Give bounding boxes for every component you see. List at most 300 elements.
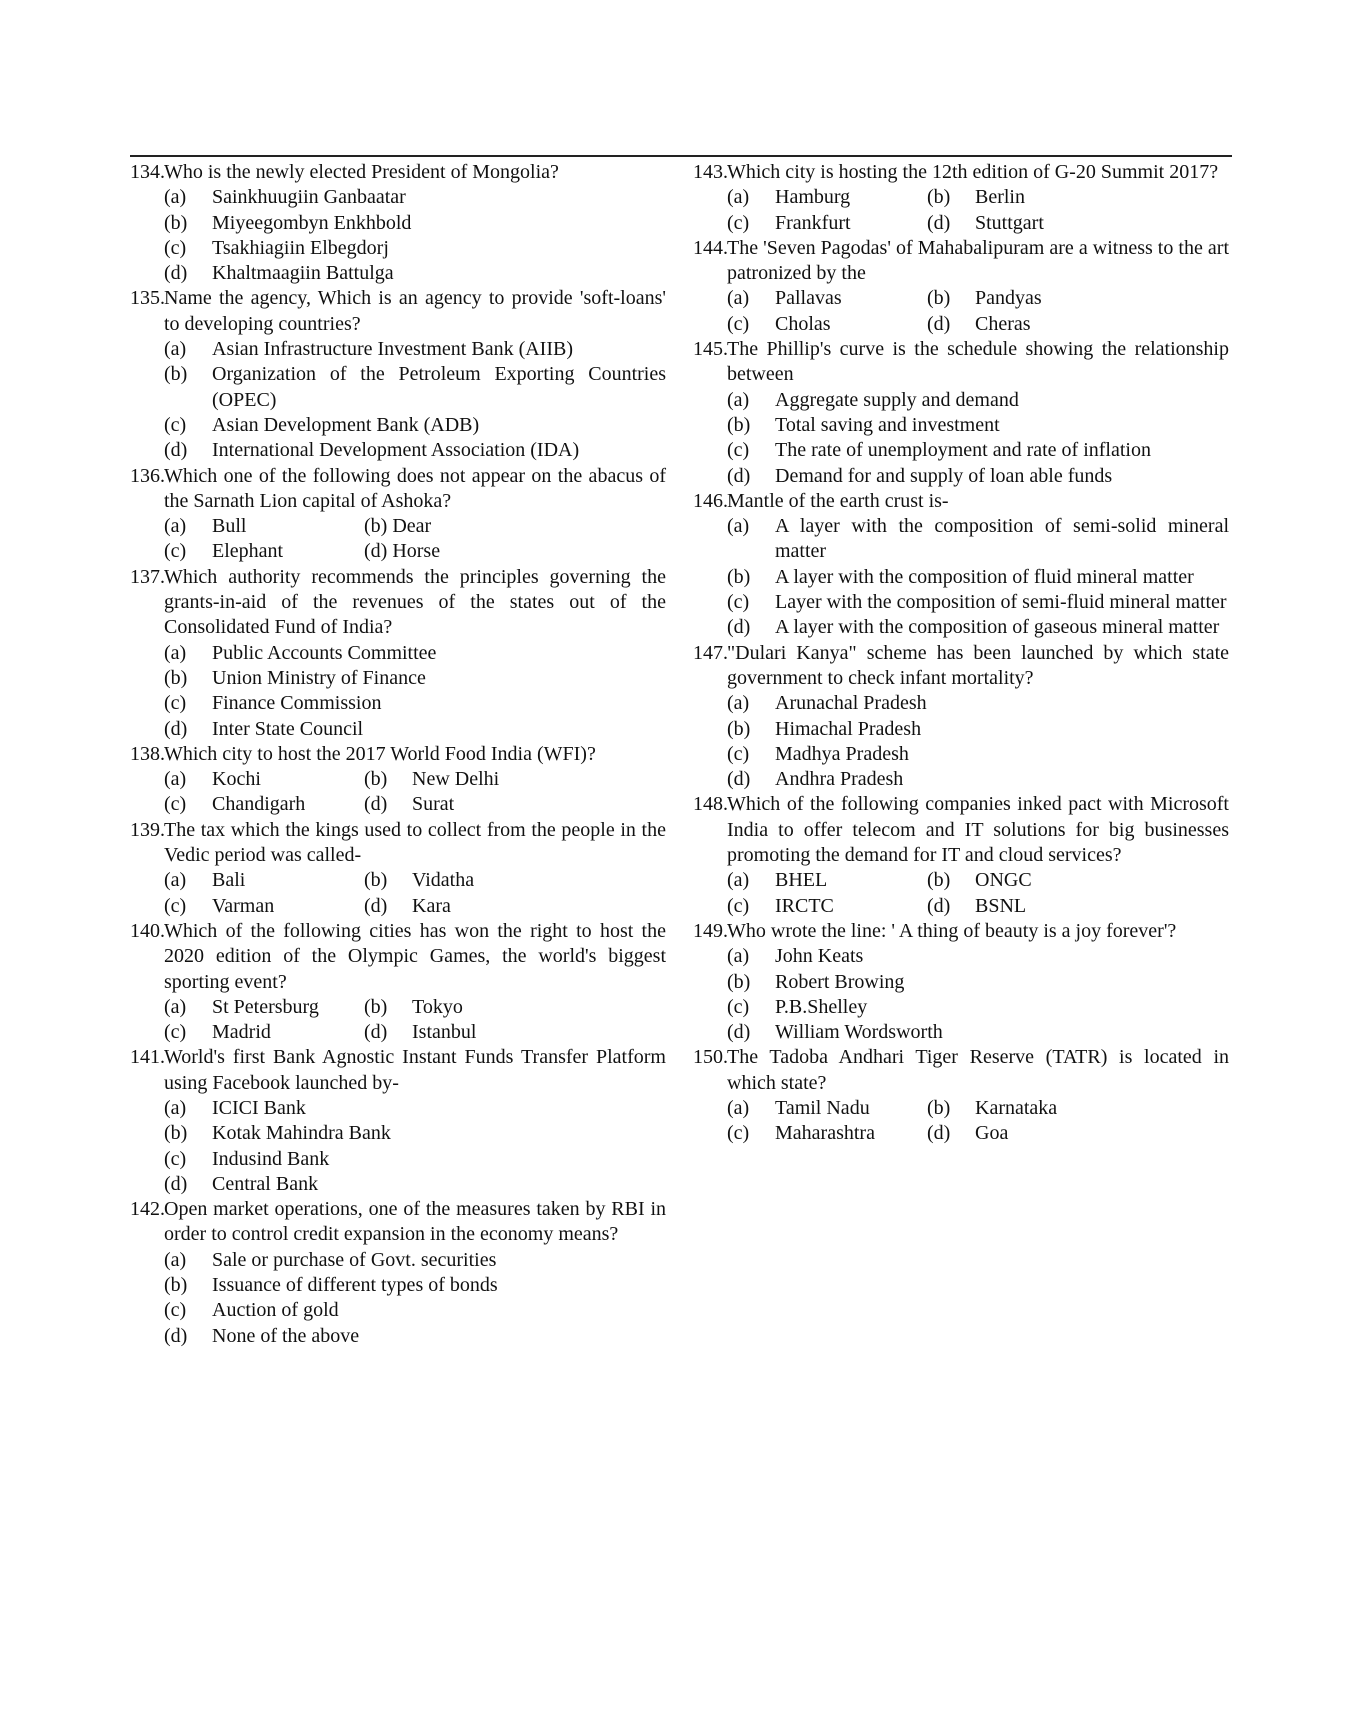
option-label: (c) bbox=[164, 692, 187, 715]
option-label: (d) bbox=[364, 894, 388, 917]
option-text: John Keats bbox=[775, 945, 864, 968]
option-row bbox=[130, 1147, 666, 1172]
option bbox=[164, 1172, 666, 1197]
option-text: Layer with the composition of semi-fluid mineral matter bbox=[775, 591, 1227, 614]
option bbox=[727, 590, 1229, 615]
question-text: Open market operations, one of the measures taken by RBI in order to control credit expansion in the economy means? bbox=[164, 1198, 666, 1246]
option-row bbox=[130, 792, 666, 817]
question-number: 139. bbox=[130, 818, 165, 841]
option-text: Pandyas bbox=[975, 287, 1042, 310]
option-text: Total saving and investment bbox=[775, 413, 1000, 436]
option bbox=[164, 1020, 364, 1045]
question-149 bbox=[693, 919, 1229, 1045]
question-text: Mantle of the earth crust is- bbox=[727, 489, 949, 512]
option-text: Pallavas bbox=[775, 287, 842, 310]
question-text: Which of the following companies inked pact with Microsoft India to offer telecom and IT solutions for big businesses promoting the demand for IT and cloud services? bbox=[727, 793, 1229, 867]
question-142 bbox=[130, 1197, 666, 1349]
options-list bbox=[130, 767, 666, 818]
option bbox=[927, 1096, 1187, 1121]
option bbox=[164, 1298, 666, 1323]
option-row bbox=[693, 590, 1229, 615]
option-text: (b) Dear bbox=[364, 515, 432, 538]
option-text: The rate of unemployment and rate of inflation bbox=[775, 439, 1151, 462]
option-text: New Delhi bbox=[412, 768, 500, 791]
option-text: A layer with the composition of semi-solid mineral matter bbox=[775, 515, 1229, 563]
option bbox=[927, 312, 1187, 337]
option bbox=[727, 995, 1229, 1020]
question-text: Which of the following cities has won the right to host the 2020 edition of the Olympic Games, the world's biggest sporting event? bbox=[164, 919, 666, 993]
option-text: Aggregate supply and demand bbox=[775, 388, 1019, 411]
option-row bbox=[693, 514, 1229, 565]
question-row bbox=[693, 1045, 1229, 1096]
option-label: (d) bbox=[727, 464, 751, 487]
question-number: 147. bbox=[693, 641, 728, 664]
option bbox=[164, 413, 666, 438]
option-text: BSNL bbox=[975, 894, 1027, 917]
question-row bbox=[693, 160, 1229, 185]
question-number: 137. bbox=[130, 565, 165, 588]
option bbox=[927, 868, 1187, 893]
option-label: (d) bbox=[927, 211, 951, 234]
option bbox=[164, 185, 666, 210]
option-label: (d) bbox=[727, 616, 751, 639]
option-row bbox=[130, 337, 666, 362]
question-134 bbox=[130, 160, 666, 286]
question-row bbox=[693, 337, 1229, 388]
option bbox=[364, 514, 624, 539]
option-text: Khaltmaagiin Battulga bbox=[212, 262, 394, 285]
question-text: Which city is hosting the 12th edition of G-20 Summit 2017? bbox=[727, 161, 1219, 183]
option bbox=[164, 1096, 666, 1121]
option bbox=[164, 236, 666, 261]
option-label: (b) bbox=[164, 1274, 188, 1297]
option bbox=[927, 211, 1187, 236]
option-text: Stuttgart bbox=[975, 211, 1044, 234]
option-label: (c) bbox=[164, 1299, 187, 1322]
option-label: (d) bbox=[164, 1324, 188, 1347]
question-text: Which city to host the 2017 World Food India (WFI)? bbox=[164, 742, 596, 765]
question-number: 144. bbox=[693, 236, 728, 259]
option-text: Arunachal Pradesh bbox=[775, 692, 927, 715]
question-row bbox=[693, 919, 1229, 944]
option-text: Indusind Bank bbox=[212, 1147, 330, 1170]
question-number: 135. bbox=[130, 287, 165, 310]
option-text: Varman bbox=[212, 894, 275, 917]
option bbox=[727, 211, 927, 236]
option bbox=[727, 742, 1229, 767]
question-row bbox=[693, 489, 1229, 514]
option bbox=[164, 539, 364, 564]
option bbox=[927, 894, 1187, 919]
question-text: The Tadoba Andhari Tiger Reserve (TATR) is located in which state? bbox=[727, 1046, 1229, 1094]
question-row bbox=[130, 565, 666, 641]
question-number: 145. bbox=[693, 338, 728, 361]
question-row bbox=[130, 1045, 666, 1096]
option-label: (b) bbox=[727, 970, 751, 993]
option bbox=[164, 211, 666, 236]
option-label: (b) bbox=[927, 869, 951, 892]
option-row bbox=[693, 717, 1229, 742]
option-text: Chandigarh bbox=[212, 793, 306, 816]
option-row bbox=[130, 236, 666, 261]
option bbox=[164, 362, 666, 413]
option-label: (a) bbox=[727, 287, 750, 310]
question-text: The 'Seven Pagodas' of Mahabalipuram are a witness to the art patronized by the bbox=[727, 236, 1229, 285]
option bbox=[164, 1121, 666, 1146]
option-label: (d) bbox=[164, 1172, 188, 1195]
option-text: Sainkhuugiin Ganbaatar bbox=[212, 186, 406, 209]
option-row bbox=[130, 1324, 666, 1349]
option-label: (c) bbox=[727, 211, 750, 234]
option bbox=[164, 1147, 666, 1172]
option bbox=[727, 615, 1229, 640]
question-141 bbox=[130, 1045, 666, 1197]
option-text: None of the above bbox=[212, 1324, 360, 1347]
option-row bbox=[130, 539, 666, 564]
option bbox=[164, 868, 364, 893]
option-text: A layer with the composition of fluid mineral matter bbox=[775, 565, 1194, 588]
option-text: Madhya Pradesh bbox=[775, 742, 909, 765]
option-label: (b) bbox=[727, 413, 751, 436]
option bbox=[164, 1248, 666, 1273]
option-row bbox=[130, 1298, 666, 1323]
option-label: (b) bbox=[927, 287, 951, 310]
left-column bbox=[130, 160, 666, 1349]
option-label: (d) bbox=[927, 312, 951, 335]
options-list bbox=[693, 185, 1229, 236]
option-label: (c) bbox=[727, 742, 750, 765]
question-139 bbox=[130, 818, 666, 919]
option-text: Hamburg bbox=[775, 186, 851, 209]
option bbox=[164, 995, 364, 1020]
question-138 bbox=[130, 742, 666, 818]
option bbox=[727, 1020, 1229, 1045]
option-label: (c) bbox=[727, 439, 750, 462]
question-146 bbox=[693, 489, 1229, 641]
option bbox=[164, 717, 666, 742]
option-text: Tokyo bbox=[412, 995, 463, 1018]
question-number: 150. bbox=[693, 1046, 728, 1069]
option bbox=[164, 767, 364, 792]
option bbox=[164, 261, 666, 286]
option bbox=[164, 514, 364, 539]
option-label: (d) bbox=[364, 793, 388, 816]
option-text: International Development Association (IDA) bbox=[212, 439, 580, 462]
option bbox=[164, 792, 364, 817]
option-text: Public Accounts Committee bbox=[212, 641, 437, 664]
question-text: World's first Bank Agnostic Instant Funds Transfer Platform using Facebook launched by- bbox=[164, 1046, 666, 1094]
question-135 bbox=[130, 286, 666, 463]
question-row bbox=[693, 236, 1229, 287]
option bbox=[164, 691, 666, 716]
option-text: Auction of gold bbox=[212, 1299, 339, 1322]
option bbox=[164, 1273, 666, 1298]
option-text: Tsakhiagiin Elbegdorj bbox=[212, 236, 389, 259]
option-row bbox=[693, 868, 1229, 893]
option-label: (b) bbox=[364, 869, 388, 892]
option bbox=[727, 312, 927, 337]
option-label: (c) bbox=[727, 1122, 750, 1145]
option bbox=[727, 286, 927, 311]
option bbox=[164, 641, 666, 666]
option-label: (a) bbox=[164, 768, 187, 791]
option-row bbox=[130, 211, 666, 236]
question-text: The Phillip's curve is the schedule showing the relationship between bbox=[727, 338, 1229, 386]
option bbox=[164, 1324, 666, 1349]
option-label: (b) bbox=[364, 995, 388, 1018]
question-row bbox=[130, 818, 666, 869]
question-number: 146. bbox=[693, 489, 728, 512]
option-label: (d) bbox=[164, 262, 188, 285]
option-label: (a) bbox=[164, 869, 187, 892]
question-row bbox=[693, 792, 1229, 868]
option-row bbox=[130, 261, 666, 286]
option-text: ICICI Bank bbox=[212, 1096, 306, 1119]
option-label: (a) bbox=[164, 641, 187, 664]
option-label: (b) bbox=[927, 1096, 951, 1119]
option-text: IRCTC bbox=[775, 894, 834, 917]
option-text: Kochi bbox=[212, 768, 261, 791]
option-row bbox=[130, 868, 666, 893]
question-row bbox=[130, 464, 666, 515]
options-list bbox=[130, 995, 666, 1046]
option bbox=[727, 464, 1229, 489]
option bbox=[727, 1121, 927, 1146]
option-row bbox=[130, 362, 666, 413]
option-row bbox=[130, 691, 666, 716]
option-label: (a) bbox=[164, 515, 187, 538]
option-text: Robert Browing bbox=[775, 970, 905, 993]
option-row bbox=[693, 615, 1229, 640]
question-136 bbox=[130, 464, 666, 565]
option-row bbox=[693, 970, 1229, 995]
question-number: 136. bbox=[130, 464, 165, 487]
option-row bbox=[693, 211, 1229, 236]
options-list bbox=[693, 286, 1229, 337]
options-list bbox=[130, 868, 666, 919]
options-list bbox=[130, 1248, 666, 1349]
question-145 bbox=[693, 337, 1229, 489]
options-list bbox=[693, 1096, 1229, 1147]
option bbox=[727, 185, 927, 210]
option-label: (a) bbox=[727, 186, 750, 209]
question-number: 140. bbox=[130, 919, 165, 942]
option-label: (c) bbox=[164, 413, 187, 436]
option bbox=[727, 514, 1229, 565]
options-list bbox=[130, 185, 666, 286]
option-label: (c) bbox=[164, 1021, 187, 1044]
option-row bbox=[130, 666, 666, 691]
option bbox=[364, 868, 624, 893]
option-label: (a) bbox=[727, 869, 750, 892]
option-text: (d) Horse bbox=[364, 540, 441, 563]
option bbox=[164, 337, 666, 362]
option-text: Sale or purchase of Govt. securities bbox=[212, 1248, 497, 1271]
option bbox=[727, 438, 1229, 463]
option-text: Inter State Council bbox=[212, 717, 364, 740]
question-number: 143. bbox=[693, 161, 728, 183]
option-text: P.B.Shelley bbox=[775, 995, 868, 1018]
option-text: ONGC bbox=[975, 869, 1032, 892]
option-text: Central Bank bbox=[212, 1172, 319, 1195]
right-column bbox=[693, 160, 1229, 1147]
option-text: Finance Commission bbox=[212, 692, 382, 715]
option-row bbox=[693, 312, 1229, 337]
question-number: 148. bbox=[693, 793, 728, 816]
option-label: (c) bbox=[164, 1147, 187, 1170]
option-text: Union Ministry of Finance bbox=[212, 666, 426, 689]
option-label: (b) bbox=[164, 666, 188, 689]
option-label: (b) bbox=[727, 717, 751, 740]
option-label: (a) bbox=[727, 1096, 750, 1119]
option-label: (a) bbox=[164, 995, 187, 1018]
option bbox=[727, 565, 1229, 590]
options-list bbox=[693, 868, 1229, 919]
option bbox=[164, 666, 666, 691]
option-row bbox=[130, 717, 666, 742]
option-label: (d) bbox=[927, 1122, 951, 1145]
option-row bbox=[693, 464, 1229, 489]
option-row bbox=[130, 185, 666, 210]
option-row bbox=[693, 438, 1229, 463]
option-text: Istanbul bbox=[412, 1021, 477, 1044]
option-row bbox=[130, 438, 666, 463]
option-row bbox=[130, 641, 666, 666]
option-label: (b) bbox=[927, 186, 951, 209]
option-label: (a) bbox=[164, 338, 187, 361]
option-text: Organization of the Petroleum Exporting Countries (OPEC) bbox=[212, 363, 666, 411]
question-140 bbox=[130, 919, 666, 1045]
option-row bbox=[130, 1096, 666, 1121]
option bbox=[164, 894, 364, 919]
option-label: (a) bbox=[727, 692, 750, 715]
option-text: Miyeegombyn Enkhbold bbox=[212, 211, 412, 234]
option-label: (c) bbox=[727, 591, 750, 614]
options-list bbox=[130, 641, 666, 742]
option-label: (a) bbox=[164, 1248, 187, 1271]
option bbox=[164, 438, 666, 463]
question-text: Who is the newly elected President of Mongolia? bbox=[164, 161, 559, 183]
option-label: (a) bbox=[727, 515, 750, 538]
option-row bbox=[130, 413, 666, 438]
option-text: Bali bbox=[212, 869, 246, 892]
option-text: Frankfurt bbox=[775, 211, 851, 234]
question-text: Which authority recommends the principles governing the grants-in-aid of the revenues of the states out of the Consolidated Fund of India? bbox=[164, 565, 666, 639]
option-row bbox=[693, 742, 1229, 767]
option-text: Issuance of different types of bonds bbox=[212, 1274, 498, 1297]
question-143 bbox=[693, 160, 1229, 236]
option-text: Demand for and supply of loan able funds bbox=[775, 464, 1113, 487]
option bbox=[727, 767, 1229, 792]
question-text: Which one of the following does not appear on the abacus of the Sarnath Lion capital of Ashoka? bbox=[164, 464, 666, 512]
option-row bbox=[693, 944, 1229, 969]
option-text: Cholas bbox=[775, 312, 831, 335]
options-list bbox=[130, 514, 666, 565]
options-list bbox=[693, 514, 1229, 640]
option-text: Kotak Mahindra Bank bbox=[212, 1122, 391, 1145]
option-label: (b) bbox=[727, 565, 751, 588]
question-row bbox=[130, 742, 666, 767]
option-text: St Petersburg bbox=[212, 995, 319, 1018]
question-row bbox=[130, 160, 666, 185]
question-144 bbox=[693, 236, 1229, 337]
option-row bbox=[693, 767, 1229, 792]
option-text: Karnataka bbox=[975, 1096, 1058, 1119]
option bbox=[727, 413, 1229, 438]
option-row bbox=[130, 1248, 666, 1273]
options-list bbox=[693, 691, 1229, 792]
option bbox=[364, 539, 624, 564]
option-label: (d) bbox=[164, 439, 188, 462]
option-row bbox=[693, 894, 1229, 919]
option bbox=[364, 995, 624, 1020]
options-list bbox=[130, 1096, 666, 1197]
option-label: (d) bbox=[164, 717, 188, 740]
option-row bbox=[693, 691, 1229, 716]
option bbox=[727, 717, 1229, 742]
option bbox=[927, 286, 1187, 311]
option-label: (d) bbox=[927, 894, 951, 917]
option bbox=[364, 1020, 624, 1045]
header-rule bbox=[130, 155, 1232, 157]
question-text: Name the agency, Which is an agency to provide 'soft-loans' to developing countries? bbox=[164, 287, 666, 335]
option-label: (c) bbox=[727, 894, 750, 917]
option bbox=[727, 691, 1229, 716]
option bbox=[727, 388, 1229, 413]
option-text: Tamil Nadu bbox=[775, 1096, 870, 1119]
options-list bbox=[130, 337, 666, 463]
option-text: BHEL bbox=[775, 869, 828, 892]
option-label: (b) bbox=[164, 211, 188, 234]
options-list bbox=[693, 944, 1229, 1045]
options-list bbox=[693, 388, 1229, 489]
option-text: Andhra Pradesh bbox=[775, 768, 904, 791]
option-label: (d) bbox=[364, 1021, 388, 1044]
option-label: (b) bbox=[164, 1122, 188, 1145]
option bbox=[727, 1096, 927, 1121]
option-label: (c) bbox=[164, 793, 187, 816]
option-text: William Wordsworth bbox=[775, 1021, 943, 1044]
option bbox=[727, 894, 927, 919]
option-row bbox=[130, 767, 666, 792]
option-label: (c) bbox=[164, 894, 187, 917]
option-row bbox=[130, 995, 666, 1020]
option-text: Asian Development Bank (ADB) bbox=[212, 413, 480, 436]
question-number: 149. bbox=[693, 919, 728, 942]
question-row bbox=[130, 919, 666, 995]
option-text: Himachal Pradesh bbox=[775, 717, 922, 740]
question-text: The tax which the kings used to collect from the people in the Vedic period was called- bbox=[164, 818, 666, 867]
option bbox=[927, 185, 1187, 210]
option-label: (d) bbox=[727, 768, 751, 791]
option-text: Goa bbox=[975, 1122, 1009, 1145]
option-label: (c) bbox=[727, 312, 750, 335]
question-row bbox=[693, 641, 1229, 692]
option-label: (c) bbox=[164, 540, 187, 563]
option-row bbox=[130, 1121, 666, 1146]
question-row bbox=[130, 1197, 666, 1248]
option-row bbox=[130, 514, 666, 539]
option-row bbox=[693, 1020, 1229, 1045]
option bbox=[364, 894, 624, 919]
question-number: 141. bbox=[130, 1046, 165, 1069]
option bbox=[727, 970, 1229, 995]
question-150 bbox=[693, 1045, 1229, 1146]
option-label: (a) bbox=[727, 945, 750, 968]
option-label: (b) bbox=[164, 363, 188, 386]
question-148 bbox=[693, 792, 1229, 918]
question-number: 142. bbox=[130, 1198, 165, 1221]
